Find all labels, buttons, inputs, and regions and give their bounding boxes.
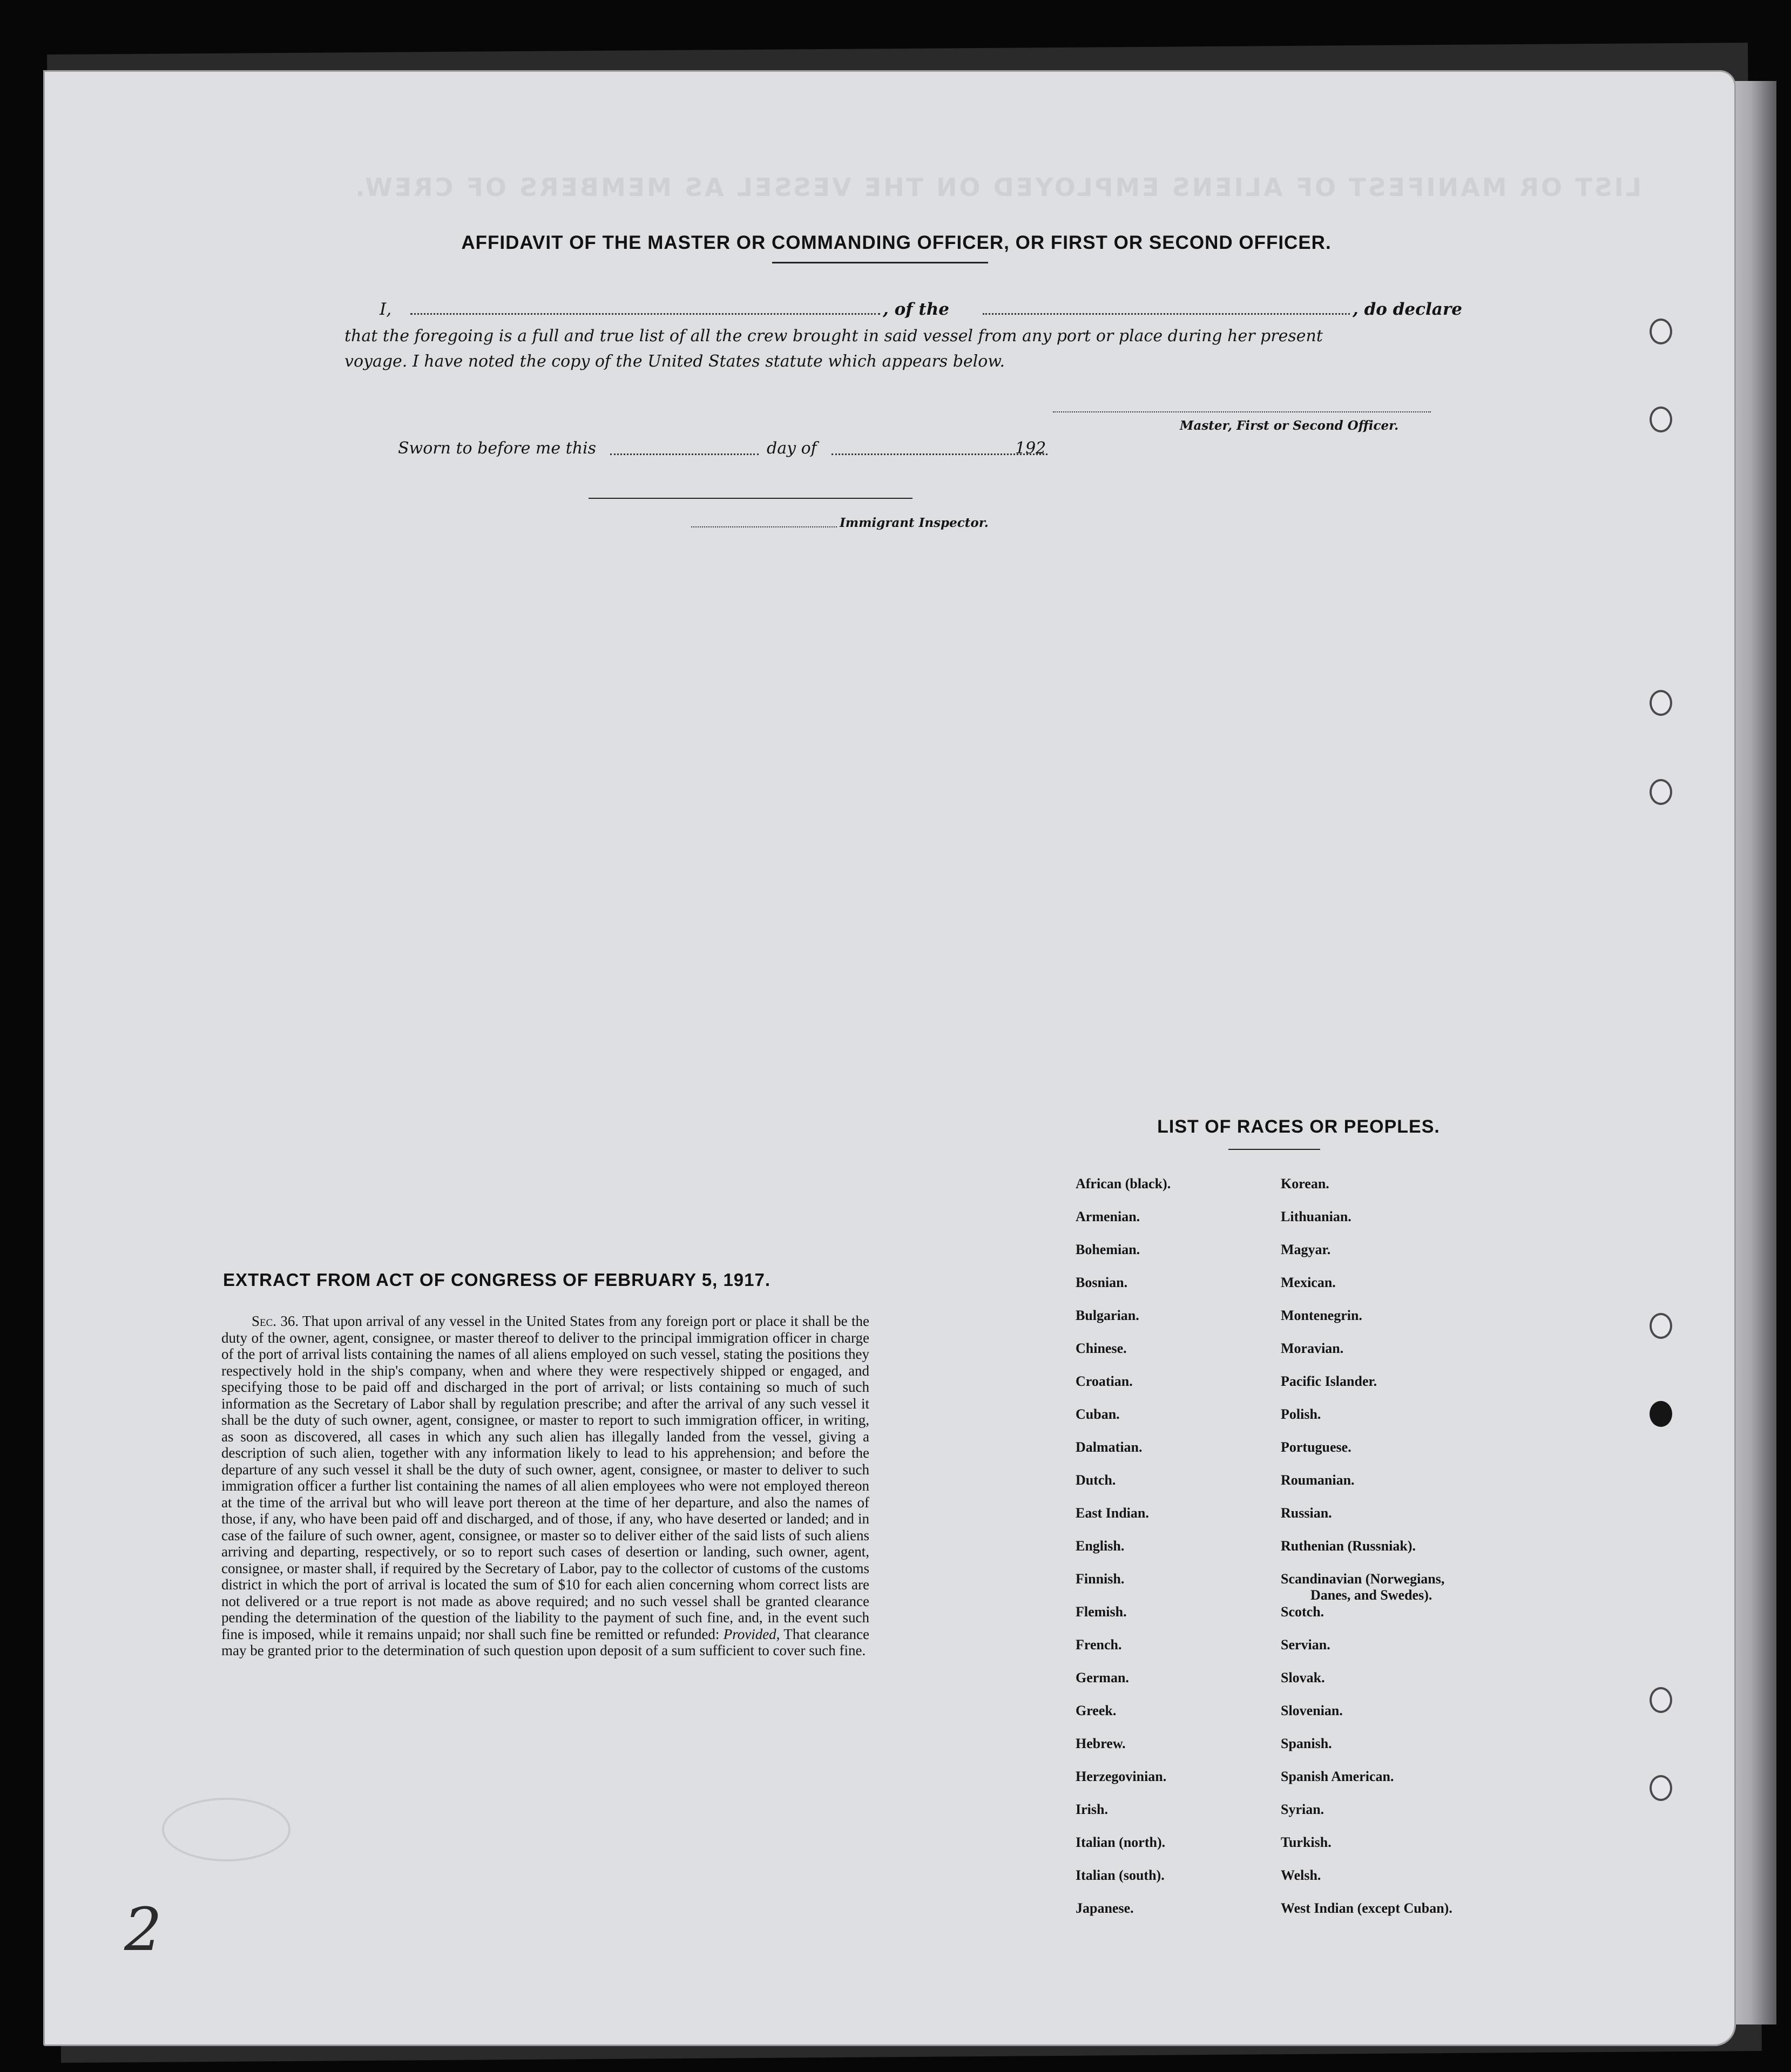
affidavit-of-the: , of the [883, 300, 949, 319]
officer-signature-field[interactable] [1053, 411, 1431, 412]
officer-signature-caption: Master, First or Second Officer. [1180, 418, 1399, 433]
race-item: Spanish. [1281, 1736, 1332, 1751]
affidavit-do-declare: , do declare [1353, 300, 1462, 319]
race-item: Syrian. [1281, 1802, 1324, 1817]
binder-hole-icon [1650, 779, 1672, 805]
race-item: Finnish. [1076, 1571, 1125, 1587]
race-item-first-line: Scandinavian (Norwegians, [1281, 1571, 1445, 1587]
section-label: Sec. 36. [252, 1313, 299, 1329]
binder-hole-icon [1650, 1687, 1672, 1713]
race-item: Hebrew. [1076, 1736, 1126, 1751]
race-item: English. [1076, 1538, 1125, 1554]
race-item: Croatian. [1076, 1373, 1133, 1389]
race-item: Bulgarian. [1076, 1308, 1139, 1323]
race-item: Herzegovinian. [1076, 1769, 1167, 1784]
master-name-field[interactable] [410, 313, 880, 315]
race-item: French. [1076, 1637, 1122, 1653]
race-item: Pacific Islander. [1281, 1373, 1377, 1389]
extract-text-provided: That clearance may be granted prior to the determination of such question upon deposit of a sum sufficient to cover such fine. [221, 1626, 870, 1658]
race-item: West Indian (except Cuban). [1281, 1900, 1452, 1916]
binder-hole-icon [1650, 690, 1672, 716]
races-title-rule [1228, 1149, 1320, 1150]
race-item: Russian. [1281, 1505, 1332, 1521]
race-item: Mexican. [1281, 1275, 1336, 1290]
race-item: Lithuanian. [1281, 1209, 1351, 1224]
sworn-day-of: day of [767, 439, 817, 458]
sworn-day-field[interactable] [610, 453, 759, 455]
race-item: Servian. [1281, 1637, 1330, 1653]
race-item: Polish. [1281, 1406, 1321, 1422]
race-item: Roumanian. [1281, 1472, 1355, 1488]
race-item: Flemish. [1076, 1604, 1127, 1620]
race-item: Chinese. [1076, 1340, 1127, 1356]
race-item: Welsh. [1281, 1867, 1321, 1883]
race-item: Dalmatian. [1076, 1439, 1143, 1455]
manifest-page [43, 70, 1736, 2046]
race-item: Portuguese. [1281, 1439, 1351, 1455]
handwritten-mark: 2 [124, 1895, 162, 1964]
race-item: African (black). [1076, 1176, 1171, 1191]
races-left-column [1076, 1176, 1171, 1933]
binder-hole-icon [1650, 1313, 1672, 1339]
race-item: Magyar. [1281, 1242, 1331, 1257]
binder-hole-icon [1650, 1775, 1672, 1801]
sworn-year: 192 [1015, 439, 1046, 458]
race-item: Irish. [1076, 1802, 1108, 1817]
race-item: East Indian. [1076, 1505, 1149, 1521]
extract-body [221, 1313, 869, 1659]
bleed-through-heading: LIST OR MANIFEST OF ALIENS EMPLOYED ON THE VESSEL AS MEMBERS OF CREW. [353, 173, 1641, 202]
title-rule [772, 262, 988, 263]
binder-hole-icon [1650, 1401, 1672, 1427]
race-item-multiline [1281, 1571, 1452, 1604]
races-title: LIST OF RACES OR PEOPLES. [1157, 1116, 1440, 1137]
race-item: Scotch. [1281, 1604, 1324, 1620]
vessel-name-field[interactable] [983, 313, 1350, 315]
race-item: Montenegrin. [1281, 1308, 1362, 1323]
race-item: Turkish. [1281, 1834, 1332, 1850]
provided-label: Provided, [723, 1626, 780, 1642]
race-item: Bohemian. [1076, 1242, 1140, 1257]
race-item: Spanish American. [1281, 1769, 1394, 1784]
inspector-name-field[interactable] [691, 526, 837, 527]
race-item: Ruthenian (Russniak). [1281, 1538, 1416, 1554]
race-item: Armenian. [1076, 1209, 1140, 1224]
race-item: Italian (north). [1076, 1834, 1166, 1850]
inspector-caption: Immigrant Inspector. [840, 516, 989, 530]
races-right-column [1281, 1176, 1452, 1933]
race-item: Japanese. [1076, 1900, 1134, 1916]
extract-title: EXTRACT FROM ACT OF CONGRESS OF FEBRUARY 5, 1917. [222, 1270, 771, 1290]
race-item: Bosnian. [1076, 1275, 1128, 1290]
race-item: Cuban. [1076, 1406, 1120, 1422]
inspector-signature-line[interactable] [589, 498, 913, 499]
race-item-continuation: Danes, and Swedes). [1310, 1587, 1432, 1603]
race-item: German. [1076, 1670, 1129, 1685]
affidavit-i-label: I, [380, 300, 392, 319]
race-item: Slovak. [1281, 1670, 1325, 1685]
race-item: Greek. [1076, 1703, 1117, 1718]
affidavit-line-1: that the foregoing is a full and true list of all the crew brought in said vessel from any port or place during her present [344, 327, 1323, 346]
affidavit-title: AFFIDAVIT OF THE MASTER OR COMMANDING OFFICER, OR FIRST OR SECOND OFFICER. [461, 232, 1332, 253]
race-item: Slovenian. [1281, 1703, 1343, 1718]
race-item: Dutch. [1076, 1472, 1116, 1488]
binder-hole-icon [1650, 319, 1672, 344]
extract-text-main: That upon arrival of any vessel in the United States from any foreign port or place it shall be the duty of the owner, agent, consignee, or master thereof to deliver to the principal immigration officer in charge of the port of arrival lists containing the names of all aliens employed on such vessel, stating the positions they respectively hold in the ship's company, when and where they were respectively shipped or engaged, and specifying those to be paid off and discharged in the port of arrival; or lists containing so much of such information as the Secretary of Labor shall by regulation prescribe; and after the arrival of any such vessel it shall be the duty of such owner, agent, consignee, or master to report to such immigration officer, in writing, as soon as discovered, all cases in which any such alien has illegally landed from the vessel, giving a description of such alien, together with any information likely to lead to his apprehension; and before the departure of any such vessel it shall be the duty of such owner, agent, consignee, or master to deliver to such immigration officer a further list containing the names of all alien employees who were not employed thereon at the time of the arrival but who will leave port thereon at the time of her departure, and also the names of those, if any, who have been paid off and discharged, and of those, if any, who have deserted or landed; and in case of the failure of such owner, agent, consignee, or master so to deliver either of the said lists of such aliens arriving and departing, respectively, or so to report such cases of desertion or landing, such owner, agent, consignee, or master shall, if required by the Secretary of Labor, pay to the collector of customs of the customs district in which the port of arrival is located the sum of $10 for each alien concerning whom correct lists are not delivered or a true report is not made as above required; and no such vessel shall be granted clearance pending the determination of the question of the liability to the payment of such fine, and, in the event such fine is imposed, while it remains unpaid; nor shall such fine be remitted or refunded: [221, 1313, 869, 1642]
binder-hole-icon [1650, 407, 1672, 432]
race-item: Korean. [1281, 1176, 1329, 1191]
sworn-label: Sworn to before me this [398, 439, 597, 458]
race-item: Moravian. [1281, 1340, 1344, 1356]
faded-stamp [162, 1798, 290, 1861]
race-item: Italian (south). [1076, 1867, 1165, 1883]
affidavit-line-2: voyage. I have noted the copy of the United States statute which appears below. [344, 352, 1005, 371]
